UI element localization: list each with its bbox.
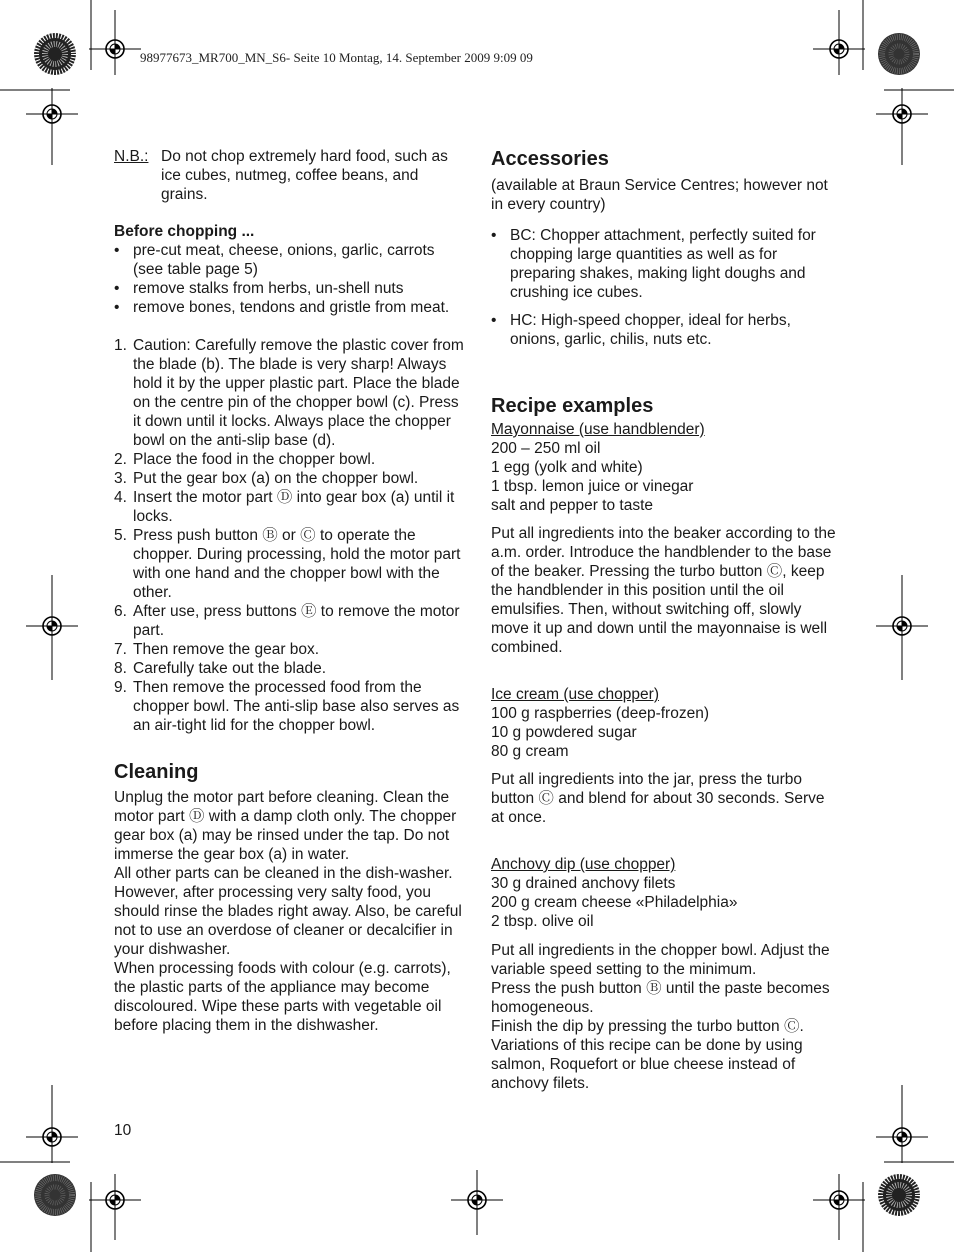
right-column (491, 147, 841, 1093)
recipe-title: Anchovy dip (use chopper) (491, 856, 676, 873)
ingredient: salt and pepper to taste (491, 497, 654, 514)
list-item: • pre-cut meat, cheese, onions, garlic, carrots (see table page 5) (114, 241, 464, 279)
page-number: 10 (114, 1122, 132, 1139)
step-item (114, 678, 464, 735)
accessories-heading: Accessories (491, 148, 609, 170)
step-text: After use, press buttons Ⓔ to remove the motor part. (133, 603, 460, 639)
ingredient: 2 tbsp. olive oil (491, 913, 594, 930)
ingredient: 100 g raspberries (deep-frozen) (491, 705, 709, 722)
cleaning-paragraph: All other parts can be cleaned in the dish-washer. However, after processing very salty food, you should rinse the blades right away. Also, be careful not to use an overdose of cleaner or decalcifier in your dishwasher. (114, 865, 462, 958)
ingredient: 200 g cream cheese «Philadelphia» (491, 894, 738, 911)
recipe-title: Ice cream (use chopper) (491, 686, 659, 703)
recipe-text: Put all ingredients in the chopper bowl. Adjust the variable speed setting to the minimum. (491, 942, 830, 978)
ingredient: 1 tbsp. lemon juice or vinegar (491, 478, 694, 495)
step-text: Put the gear box (a) on the chopper bowl. (133, 470, 419, 487)
step-item (114, 450, 464, 469)
step-text: Insert the motor part Ⓓ into gear box (a) until it locks. (133, 489, 455, 525)
step-text: Caution: Carefully remove the plastic cover from the blade (b). The blade is very sharp! Always hold it by the upper plastic part. Place the blade on the centre pin of the chopper bowl (c). Press it down until it locks. Always place the chopper bowl on the anti-slip base (d). (133, 337, 464, 449)
nb-text: Do not chop extremely hard food, such as ice cubes, nutmeg, coffee beans, and grains. (161, 148, 448, 203)
before-chopping-heading: Before chopping ... (114, 223, 255, 240)
cleaning-paragraph: Unplug the motor part before cleaning. Clean the motor part Ⓓ with a damp cloth only. The chopper gear box (a) may be rinsed under the tap. Do not immerse the gear box (a) in water. (114, 789, 457, 863)
accessories-intro: (available at Braun Service Centres; however not in every country) (491, 177, 828, 213)
step-item (114, 336, 464, 450)
recipe-text: Put all ingredients into the jar, press the turbo button Ⓒ and blend for about 30 seconds. Serve at once. (491, 771, 825, 826)
recipe-title: Mayonnaise (use handblender) (491, 421, 705, 438)
step-number: 5. (114, 527, 127, 544)
step-text: Then remove the gear box. (133, 641, 320, 658)
nb-note (114, 147, 464, 204)
step-text: Place the food in the chopper bowl. (133, 451, 376, 468)
step-number: 9. (114, 679, 127, 696)
ingredient: 10 g powdered sugar (491, 724, 637, 741)
recipe-text: Put all ingredients into the beaker according to the a.m. order. Introduce the handblender to the base of the beaker. Pressing the turbo button Ⓒ, keep the handblender in this position until the oil emulsifies. Then, without switching off, slowly move it up and down until the mayonnaise is well combined. (491, 525, 836, 656)
step-item (114, 659, 464, 678)
ingredient: 80 g cream (491, 743, 569, 760)
list-item: • remove bones, tendons and gristle from meat. (114, 298, 464, 317)
step-number: 7. (114, 641, 127, 658)
ingredient: 30 g drained anchovy filets (491, 875, 676, 892)
step-number: 4. (114, 489, 127, 506)
step-item (114, 640, 464, 659)
list-item: • HC: High-speed chopper, ideal for herbs, onions, garlic, chilis, nuts etc. (491, 311, 841, 349)
accessories-list (491, 226, 841, 349)
ingredient: 1 egg (yolk and white) (491, 459, 643, 476)
left-column (114, 147, 464, 1035)
recipe-text: Press the push button Ⓑ until the paste becomes homogeneous. (491, 980, 830, 1016)
step-number: 2. (114, 451, 127, 468)
cleaning-heading: Cleaning (114, 761, 199, 783)
before-chopping-list (114, 241, 464, 317)
step-text: Then remove the processed food from the chopper bowl. The anti-slip base also serves as an air-tight lid for the chopper bowl. (133, 679, 460, 734)
list-item: • BC: Chopper attachment, perfectly suited for chopping large quantities as well as for preparing shakes, making light doughs and crushing ice cubes. (491, 226, 841, 302)
step-number: 1. (114, 337, 127, 354)
step-number: 6. (114, 603, 127, 620)
step-number: 8. (114, 660, 127, 677)
step-text: Press push button Ⓑ or Ⓒ to operate the chopper. During processing, hold the motor part with one hand and the chopper bowl with the other. (133, 527, 461, 601)
step-item (114, 526, 464, 602)
step-item (114, 488, 464, 526)
step-number: 3. (114, 470, 127, 487)
ingredient: 200 – 250 ml oil (491, 440, 601, 457)
cleaning-paragraph: When processing foods with colour (e.g. carrots), the plastic parts of the appliance may become discoloured. Wipe these parts with vegetable oil before placing them in the dishwasher. (114, 960, 451, 1034)
step-item (114, 469, 464, 488)
step-item (114, 602, 464, 640)
nb-key: N.B.: (114, 148, 149, 165)
step-text: Carefully take out the blade. (133, 660, 327, 677)
list-item: • remove stalks from herbs, un-shell nuts (114, 279, 464, 298)
print-slug: 98977673_MR700_MN_S6- Seite 10 Montag, 14. September 2009 9:09 09 (140, 50, 533, 65)
recipe-heading: Recipe examples (491, 395, 654, 417)
recipe-text: Finish the dip by pressing the turbo button Ⓒ. Variations of this recipe can be done by using salmon, Roquefort or blue cheese instead of anchovy filets. (491, 1018, 804, 1092)
steps-list (114, 336, 464, 735)
